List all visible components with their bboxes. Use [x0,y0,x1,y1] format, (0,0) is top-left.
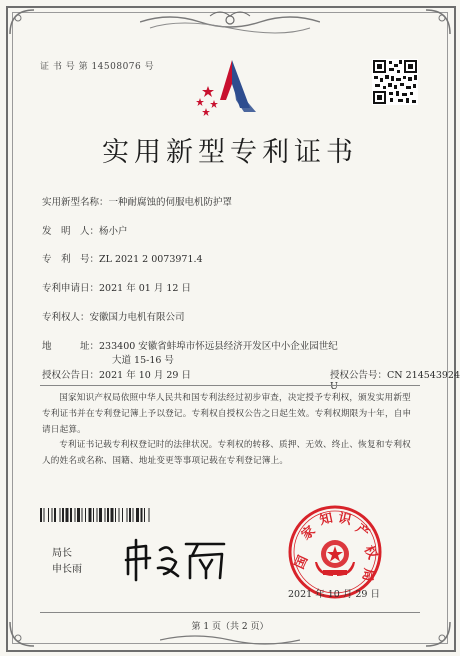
issue-date: 2021 年 10 月 29 日 [288,589,380,600]
field-utility-model-name [42,194,232,208]
svg-text:局: 局 [358,566,376,583]
divider [40,385,420,386]
field-address [42,338,338,352]
address-line-2: 大道 15-16 号 [112,355,174,366]
top-ornament [140,8,320,38]
paragraph-legal-status: 专利证书记载专利权登记时的法律状况。专利权的转移、质押、无效、终止、恢复和专利权人的姓名或名称、国籍、地址变更等事项记载在专利登记簿上。 [42,440,411,466]
certificate-number: 证 书 号 第 14508076 号 [40,62,155,72]
corner-ornament-tr [422,8,452,38]
svg-text:知: 知 [318,510,335,529]
field-value: 233400 安徽省蚌埠市怀远县经济开发区中小企业园世纪 [99,341,338,352]
corner-ornament-tl [8,8,38,38]
qr-code-icon [372,59,418,105]
field-label: 专利申请日： [42,283,100,294]
field-value: 2021 年 01 月 12 日 [99,283,191,294]
field-value: 2021 年 10 月 29 日 [99,370,191,381]
svg-text:家: 家 [298,523,319,544]
bottom-ornament [160,632,300,648]
signer-name: 申长雨 [52,564,82,575]
field-patent-number [42,251,203,265]
field-inventor [42,223,128,237]
field-value: ZL 2021 2 0073971.4 [99,254,203,265]
page-number: 第 1 页（共 2 页） [191,622,269,632]
svg-text:国: 国 [292,553,312,572]
field-grant-date [42,367,191,381]
field-label: 专 利 号： [42,254,100,265]
field-patentee [42,309,185,323]
field-application-date [42,280,191,294]
field-label: 发 明 人： [42,226,100,237]
signer-role: 局长 [52,548,72,559]
field-value: 一种耐腐蚀的伺服电机防护罩 [108,197,233,208]
footer-divider [40,612,420,613]
svg-text:产: 产 [352,521,373,542]
certificate-title: 实用新型专利证书 [102,137,358,168]
barcode-icon [40,508,215,522]
field-label: 地 址： [42,341,100,352]
field-value: 安徽国力电机有限公司 [89,312,185,323]
svg-text:识: 识 [336,510,353,529]
handwritten-signature [120,538,230,582]
publication-number: 授权公告号：CN 214543924 U [330,370,460,392]
svg-text:权: 权 [360,543,380,562]
field-label: 实用新型名称： [42,197,109,208]
field-label: 专利权人： [42,312,90,323]
paragraph-grant: 国家知识产权局依照中华人民共和国专利法经过初步审查，决定授予专利权，颁发实用新型专利证书并在专利登记簿上予以登记。专利权自授权公告之日起生效。专利权期限为十年，自申请日起算。 [42,393,412,435]
field-value: 杨小户 [99,226,128,237]
field-label: 授权公告日： [42,370,100,381]
cnipa-logo-icon [192,56,270,116]
